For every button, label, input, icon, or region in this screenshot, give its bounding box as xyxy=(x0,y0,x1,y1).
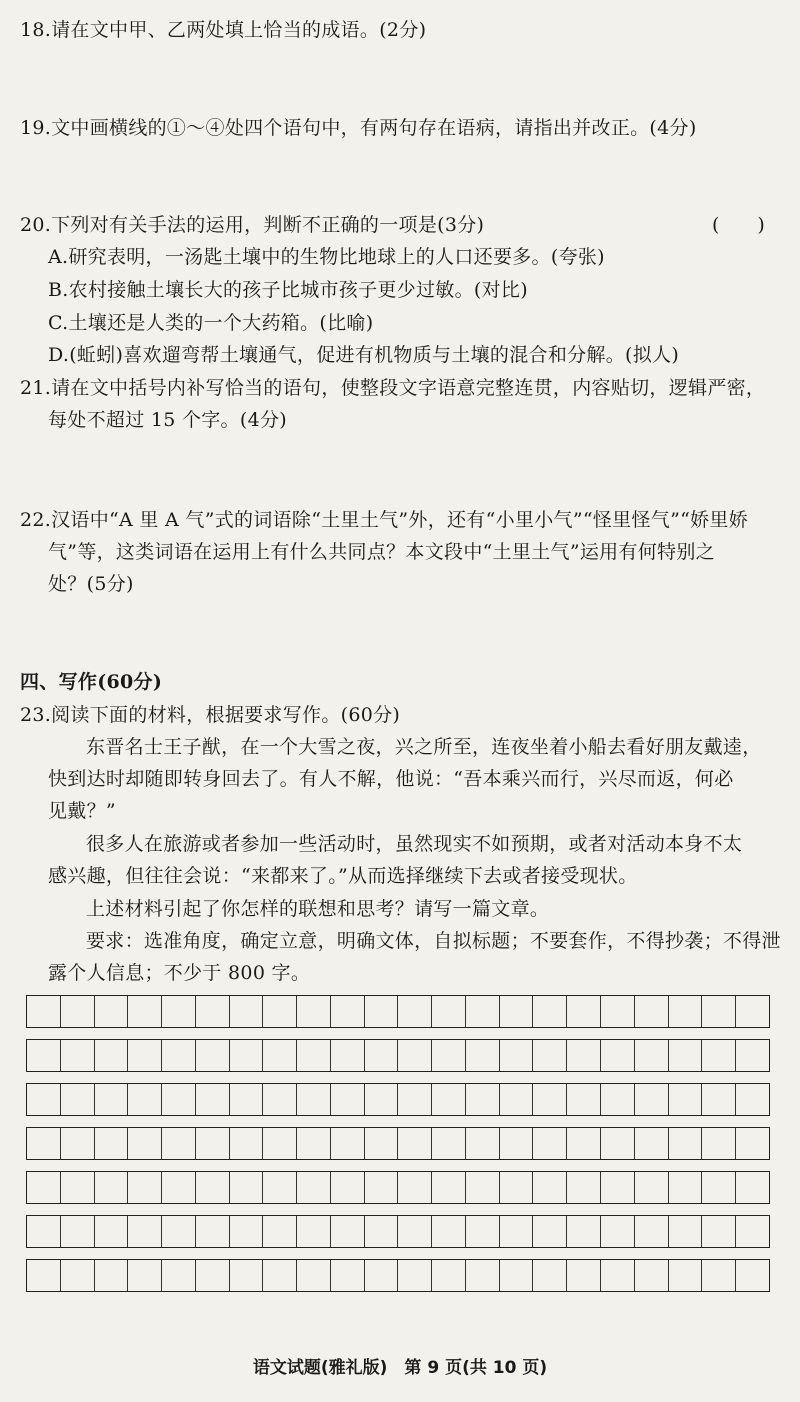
grid-cell[interactable] xyxy=(466,996,500,1027)
grid-cell[interactable] xyxy=(196,1260,230,1291)
question-20-option-c: C.土壤还是人类的一个大药箱。(比喻) xyxy=(48,312,374,334)
grid-cell[interactable] xyxy=(398,1084,432,1115)
grid-cell[interactable] xyxy=(432,1172,466,1203)
grid-cell[interactable] xyxy=(230,996,264,1027)
grid-cell[interactable] xyxy=(500,1260,534,1291)
grid-cell[interactable] xyxy=(432,1260,466,1291)
grid-cell[interactable] xyxy=(500,996,534,1027)
question-21-line-1: 21.请在文中括号内补写恰当的语句，使整段文字语意完整连贯，内容贴切，逻辑严密， xyxy=(20,377,766,399)
question-21-line-2: 每处不超过 15 个字。(4分) xyxy=(48,409,287,431)
grid-cell[interactable] xyxy=(702,996,736,1027)
grid-cell[interactable] xyxy=(263,996,297,1027)
grid-cell[interactable] xyxy=(95,1040,129,1071)
grid-cell[interactable] xyxy=(466,1172,500,1203)
grid-cell[interactable] xyxy=(61,1128,95,1159)
grid-cell[interactable] xyxy=(398,1128,432,1159)
grid-cell[interactable] xyxy=(196,1216,230,1247)
grid-cell[interactable] xyxy=(398,996,432,1027)
material-para-1-line-1: 东晋名士王子猷，在一个大雪之夜，兴之所至，连夜坐着小船去看好朋友戴逵， xyxy=(86,736,762,758)
grid-cell[interactable] xyxy=(128,1260,162,1291)
grid-cell[interactable] xyxy=(27,1260,61,1291)
grid-cell[interactable] xyxy=(230,1260,264,1291)
material-para-2-line-2: 感兴趣，但往往会说：“来都来了。”从而选择继续下去或者接受现状。 xyxy=(48,865,638,887)
grid-cell[interactable] xyxy=(601,1172,635,1203)
question-22-line-2: 气”等，这类词语在运用上有什么共同点？本文段中“土里土气”运用有何特别之 xyxy=(48,541,715,563)
grid-cell[interactable] xyxy=(27,1128,61,1159)
grid-cell[interactable] xyxy=(702,1128,736,1159)
grid-cell[interactable] xyxy=(61,1040,95,1071)
grid-cell[interactable] xyxy=(432,1040,466,1071)
grid-cell[interactable] xyxy=(297,1216,331,1247)
grid-cell[interactable] xyxy=(331,1128,365,1159)
grid-cell[interactable] xyxy=(27,1084,61,1115)
grid-cell[interactable] xyxy=(27,996,61,1027)
grid-cell[interactable] xyxy=(27,1172,61,1203)
grid-cell[interactable] xyxy=(466,1084,500,1115)
grid-cell[interactable] xyxy=(601,996,635,1027)
grid-cell[interactable] xyxy=(95,1216,129,1247)
grid-cell[interactable] xyxy=(500,1084,534,1115)
grid-cell[interactable] xyxy=(669,996,703,1027)
grid-cell[interactable] xyxy=(365,996,399,1027)
grid-cell[interactable] xyxy=(297,1040,331,1071)
grid-cell[interactable] xyxy=(162,996,196,1027)
grid-cell[interactable] xyxy=(601,1040,635,1071)
grid-cell[interactable] xyxy=(533,1216,567,1247)
grid-cell[interactable] xyxy=(567,1172,601,1203)
grid-cell[interactable] xyxy=(466,1040,500,1071)
grid-cell[interactable] xyxy=(601,1084,635,1115)
grid-cell[interactable] xyxy=(500,1040,534,1071)
material-para-2-line-1: 很多人在旅游或者参加一些活动时，虽然现实不如预期，或者对活动本身不太 xyxy=(86,833,743,855)
page-footer: 语文试题(雅礼版) 第 9 页(共 10 页) xyxy=(252,1358,548,1378)
grid-cell[interactable] xyxy=(128,1040,162,1071)
grid-cell[interactable] xyxy=(736,1216,769,1247)
grid-cell[interactable] xyxy=(331,996,365,1027)
grid-cell[interactable] xyxy=(736,1172,769,1203)
grid-cell[interactable] xyxy=(432,996,466,1027)
grid-cell[interactable] xyxy=(95,996,129,1027)
grid-cell[interactable] xyxy=(398,1260,432,1291)
question-20-stem: 20.下列对有关手法的运用，判断不正确的一项是(3分) xyxy=(20,214,485,236)
grid-row xyxy=(26,1259,770,1292)
grid-cell[interactable] xyxy=(669,1216,703,1247)
grid-cell[interactable] xyxy=(162,1216,196,1247)
grid-cell[interactable] xyxy=(196,1172,230,1203)
grid-cell[interactable] xyxy=(669,1172,703,1203)
grid-cell[interactable] xyxy=(635,996,669,1027)
grid-row xyxy=(26,995,770,1028)
grid-cell[interactable] xyxy=(702,1216,736,1247)
grid-cell[interactable] xyxy=(263,1216,297,1247)
grid-cell[interactable] xyxy=(365,1084,399,1115)
grid-cell[interactable] xyxy=(635,1084,669,1115)
grid-cell[interactable] xyxy=(331,1260,365,1291)
grid-cell[interactable] xyxy=(196,1128,230,1159)
grid-cell[interactable] xyxy=(95,1084,129,1115)
grid-cell[interactable] xyxy=(567,1260,601,1291)
answer-parentheses: ( ) xyxy=(712,214,765,236)
grid-cell[interactable] xyxy=(635,1128,669,1159)
grid-cell[interactable] xyxy=(669,1260,703,1291)
grid-cell[interactable] xyxy=(702,1084,736,1115)
grid-cell[interactable] xyxy=(635,1216,669,1247)
grid-cell[interactable] xyxy=(128,996,162,1027)
grid-cell[interactable] xyxy=(95,1128,129,1159)
grid-cell[interactable] xyxy=(500,1172,534,1203)
grid-cell[interactable] xyxy=(162,1128,196,1159)
question-22-line-1: 22.汉语中“A 里 A 气”式的词语除“土里土气”外，还有“小里小气”“怪里怪气”“娇里娇 xyxy=(20,509,748,531)
grid-cell[interactable] xyxy=(61,1260,95,1291)
grid-cell[interactable] xyxy=(128,1128,162,1159)
grid-cell[interactable] xyxy=(61,1084,95,1115)
grid-cell[interactable] xyxy=(263,1040,297,1071)
grid-row xyxy=(26,1127,770,1160)
grid-cell[interactable] xyxy=(533,996,567,1027)
material-para-3: 上述材料引起了你怎样的联想和思考？请写一篇文章。 xyxy=(86,898,550,920)
grid-cell[interactable] xyxy=(533,1172,567,1203)
question-20-option-a: A.研究表明，一汤匙土壤中的生物比地球上的人口还要多。(夸张) xyxy=(48,246,605,268)
grid-cell[interactable] xyxy=(297,1084,331,1115)
grid-row xyxy=(26,1083,770,1116)
grid-cell[interactable] xyxy=(398,1040,432,1071)
grid-cell[interactable] xyxy=(669,1128,703,1159)
grid-cell[interactable] xyxy=(736,1040,769,1071)
grid-cell[interactable] xyxy=(95,1172,129,1203)
grid-cell[interactable] xyxy=(61,1216,95,1247)
composition-answer-grid[interactable] xyxy=(26,995,770,1335)
requirements-line-1: 要求：选准角度，确定立意，明确文体，自拟标题；不要套作，不得抄袭；不得泄 xyxy=(86,930,781,952)
grid-cell[interactable] xyxy=(162,1172,196,1203)
grid-cell[interactable] xyxy=(128,1084,162,1115)
grid-cell[interactable] xyxy=(567,996,601,1027)
grid-cell[interactable] xyxy=(466,1216,500,1247)
grid-cell[interactable] xyxy=(365,1172,399,1203)
grid-cell[interactable] xyxy=(533,1040,567,1071)
grid-cell[interactable] xyxy=(365,1216,399,1247)
grid-cell[interactable] xyxy=(533,1260,567,1291)
grid-row xyxy=(26,1171,770,1204)
grid-cell[interactable] xyxy=(567,1216,601,1247)
grid-cell[interactable] xyxy=(230,1172,264,1203)
grid-cell[interactable] xyxy=(128,1216,162,1247)
question-18: 18.请在文中甲、乙两处填上恰当的成语。(2分) xyxy=(20,19,427,41)
grid-cell[interactable] xyxy=(331,1216,365,1247)
grid-cell[interactable] xyxy=(263,1128,297,1159)
grid-cell[interactable] xyxy=(736,996,769,1027)
grid-cell[interactable] xyxy=(331,1040,365,1071)
question-23-stem: 23.阅读下面的材料，根据要求写作。(60分) xyxy=(20,704,401,726)
grid-cell[interactable] xyxy=(567,1040,601,1071)
grid-cell[interactable] xyxy=(196,1040,230,1071)
grid-cell[interactable] xyxy=(230,1084,264,1115)
grid-cell[interactable] xyxy=(567,1084,601,1115)
grid-cell[interactable] xyxy=(669,1040,703,1071)
writing-section-title: 四、写作(60分) xyxy=(20,671,163,693)
grid-cell[interactable] xyxy=(669,1084,703,1115)
grid-cell[interactable] xyxy=(230,1216,264,1247)
grid-cell[interactable] xyxy=(601,1216,635,1247)
grid-cell[interactable] xyxy=(601,1128,635,1159)
grid-cell[interactable] xyxy=(500,1128,534,1159)
grid-cell[interactable] xyxy=(736,1260,769,1291)
question-20-option-d: D.(蚯蚓)喜欢遛弯帮土壤通气，促进有机物质与土壤的混合和分解。(拟人) xyxy=(48,344,680,366)
grid-cell[interactable] xyxy=(263,1084,297,1115)
grid-cell[interactable] xyxy=(27,1040,61,1071)
grid-cell[interactable] xyxy=(297,1172,331,1203)
question-22-line-3: 处？(5分) xyxy=(48,573,134,595)
grid-cell[interactable] xyxy=(230,1128,264,1159)
grid-cell[interactable] xyxy=(466,1260,500,1291)
grid-cell[interactable] xyxy=(432,1128,466,1159)
grid-row xyxy=(26,1039,770,1072)
grid-cell[interactable] xyxy=(331,1172,365,1203)
grid-cell[interactable] xyxy=(297,996,331,1027)
grid-cell[interactable] xyxy=(95,1260,129,1291)
grid-cell[interactable] xyxy=(567,1128,601,1159)
material-para-1-line-2: 快到达时却随即转身回去了。有人不解，他说：“吾本乘兴而行，兴尽而返，何必 xyxy=(48,768,734,790)
grid-cell[interactable] xyxy=(466,1128,500,1159)
grid-cell[interactable] xyxy=(331,1084,365,1115)
grid-cell[interactable] xyxy=(27,1216,61,1247)
grid-cell[interactable] xyxy=(365,1260,399,1291)
question-20-option-b: B.农村接触土壤长大的孩子比城市孩子更少过敏。(对比) xyxy=(48,279,528,301)
grid-cell[interactable] xyxy=(263,1260,297,1291)
grid-cell[interactable] xyxy=(635,1172,669,1203)
grid-cell[interactable] xyxy=(702,1172,736,1203)
grid-cell[interactable] xyxy=(162,1260,196,1291)
grid-cell[interactable] xyxy=(162,1040,196,1071)
grid-cell[interactable] xyxy=(61,1172,95,1203)
grid-cell[interactable] xyxy=(702,1260,736,1291)
grid-row xyxy=(26,1215,770,1248)
grid-cell[interactable] xyxy=(736,1084,769,1115)
grid-cell[interactable] xyxy=(432,1084,466,1115)
requirements-line-2: 露个人信息；不少于 800 字。 xyxy=(48,962,311,984)
grid-cell[interactable] xyxy=(230,1040,264,1071)
grid-cell[interactable] xyxy=(162,1084,196,1115)
grid-cell[interactable] xyxy=(365,1040,399,1071)
grid-cell[interactable] xyxy=(128,1172,162,1203)
grid-cell[interactable] xyxy=(297,1128,331,1159)
grid-cell[interactable] xyxy=(736,1128,769,1159)
grid-cell[interactable] xyxy=(297,1260,331,1291)
grid-cell[interactable] xyxy=(500,1216,534,1247)
grid-cell[interactable] xyxy=(398,1172,432,1203)
question-19: 19.文中画横线的①～④处四个语句中，有两句存在语病，请指出并改正。(4分) xyxy=(20,117,697,139)
grid-cell[interactable] xyxy=(196,996,230,1027)
grid-cell[interactable] xyxy=(196,1084,230,1115)
grid-cell[interactable] xyxy=(432,1216,466,1247)
grid-cell[interactable] xyxy=(61,996,95,1027)
grid-cell[interactable] xyxy=(635,1260,669,1291)
grid-cell[interactable] xyxy=(533,1084,567,1115)
grid-cell[interactable] xyxy=(263,1172,297,1203)
grid-cell[interactable] xyxy=(702,1040,736,1071)
grid-cell[interactable] xyxy=(533,1128,567,1159)
grid-cell[interactable] xyxy=(601,1260,635,1291)
grid-cell[interactable] xyxy=(635,1040,669,1071)
grid-cell[interactable] xyxy=(365,1128,399,1159)
grid-cell[interactable] xyxy=(398,1216,432,1247)
material-para-1-line-3: 见戴？” xyxy=(48,800,116,822)
